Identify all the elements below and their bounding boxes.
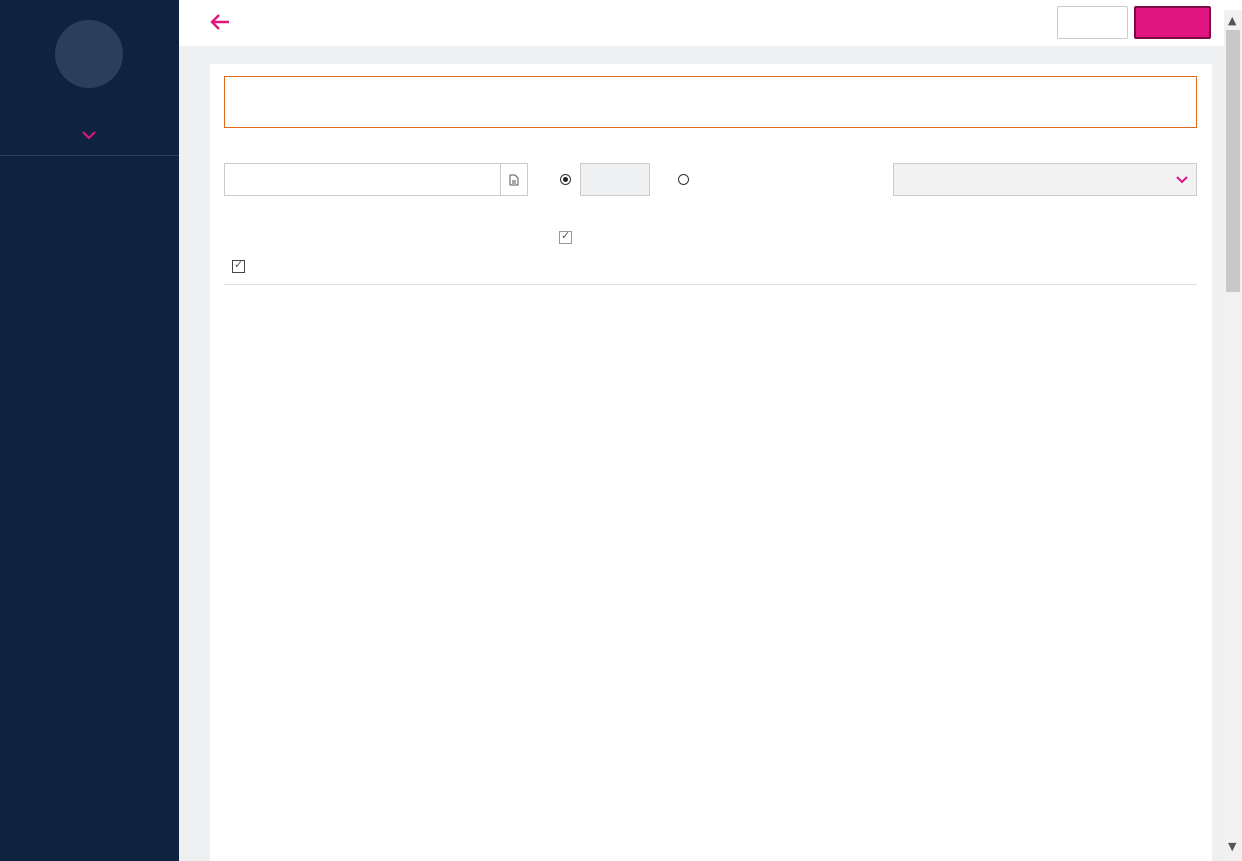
back-arrow-icon[interactable] [209,12,231,32]
select-all-checkbox[interactable] [232,260,245,273]
vertical-scrollbar[interactable] [1224,10,1242,861]
chevron-down-icon [1176,175,1188,185]
avatar[interactable] [55,20,123,88]
file-input[interactable] [224,163,528,196]
import-button[interactable] [1134,6,1211,39]
scrollbar-thumb[interactable] [1226,30,1240,292]
sidebar [0,0,179,861]
import-review-panel [210,64,1212,861]
breadcrumb [237,12,285,13]
cancel-button[interactable] [1057,6,1128,39]
checkbox[interactable] [559,231,572,244]
scroll-up-icon[interactable]: ▲ [1228,14,1237,27]
sidebar-nav [0,155,179,156]
file-browse-button[interactable] [500,163,528,196]
help-notice [224,76,1197,128]
import-type-select[interactable] [893,163,1197,196]
scroll-down-icon[interactable]: ▼ [1228,840,1237,853]
separator-custom-radio[interactable] [560,174,571,185]
top-bar [179,0,1242,46]
separator-tab-radio[interactable] [678,174,689,185]
header-row-checkbox[interactable] [559,231,576,244]
table-header [224,257,1197,285]
chevron-down-icon[interactable] [80,128,98,142]
separator-input[interactable] [580,163,650,196]
file-icon [509,174,519,186]
